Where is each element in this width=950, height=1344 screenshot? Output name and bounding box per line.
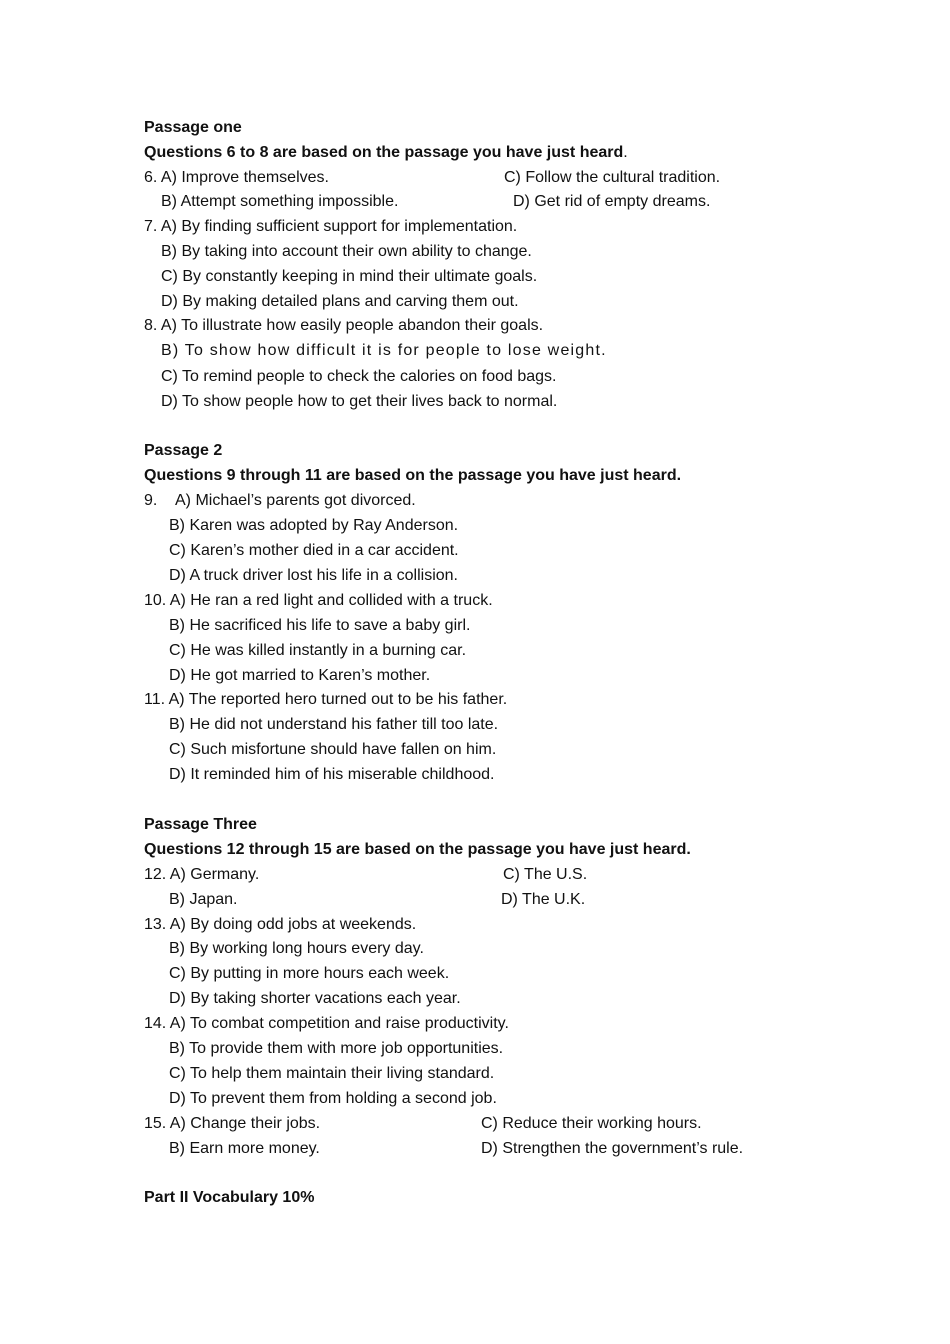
q12-option-c: C) The U.S. (503, 866, 588, 883)
q11-option-b: B) He did not understand his father till too late. (169, 716, 499, 733)
passage-three-instruction: Questions 12 through 15 are based on the passage you have just heard. (144, 841, 691, 858)
q11-option-a: 11. A) The reported hero turned out to be his father. (144, 691, 508, 708)
q6-option-b: B) Attempt something impossible. (161, 193, 399, 210)
q10-option-b: B) He sacrificed his life to save a baby girl. (169, 617, 471, 634)
q12-option-b: B) Japan. (169, 891, 238, 908)
q9-option-d: D) A truck driver lost his life in a collision. (169, 567, 458, 584)
passage-two-instruction: Questions 9 through 11 are based on the passage you have just heard. (144, 467, 682, 484)
q13-option-a: 13. A) By doing odd jobs at weekends. (144, 916, 417, 933)
q13-option-c: C) By putting in more hours each week. (169, 965, 450, 982)
part-two-heading: Part II Vocabulary 10% (144, 1189, 315, 1206)
q11-option-d: D) It reminded him of his miserable childhood. (169, 766, 495, 783)
q6-option-d: D) Get rid of empty dreams. (513, 193, 711, 210)
q13-option-d: D) By taking shorter vacations each year. (169, 990, 461, 1007)
q12-option-d: D) The U.K. (501, 891, 586, 908)
q14-option-b: B) To provide them with more job opportunities. (169, 1040, 504, 1057)
q14-option-a: 14. A) To combat competition and raise productivity. (144, 1015, 509, 1032)
passage-one-heading: Passage one (144, 119, 242, 136)
q8-option-c: C) To remind people to check the calories on food bags. (161, 368, 557, 385)
q7-option-d: D) By making detailed plans and carving them out. (161, 293, 519, 310)
q9-number: 9. (144, 492, 158, 509)
q9-option-b: B) Karen was adopted by Ray Anderson. (169, 517, 459, 534)
q7-option-c: C) By constantly keeping in mind their ultimate goals. (161, 268, 538, 285)
q8-option-a: 8. A) To illustrate how easily people abandon their goals. (144, 317, 544, 334)
passage-three-heading: Passage Three (144, 816, 257, 833)
q15-option-d: D) Strengthen the government’s rule. (481, 1140, 744, 1157)
passage-one-instruction-period: . (623, 144, 628, 161)
q7-option-b: B) By taking into account their own ability to change. (161, 243, 532, 260)
q8-option-b: B) To show how difficult it is for people to lose weight. (161, 342, 607, 359)
q15-option-b: B) Earn more money. (169, 1140, 320, 1157)
passage-one-instruction-text: Questions 6 to 8 are based on the passage you have just heard (144, 144, 624, 161)
q15-option-a: 15. A) Change their jobs. (144, 1115, 321, 1132)
q8-option-d: D) To show people how to get their lives back to normal. (161, 393, 558, 410)
q14-option-d: D) To prevent them from holding a second job. (169, 1090, 497, 1107)
q12-option-a: 12. A) Germany. (144, 866, 260, 883)
q11-option-c: C) Such misfortune should have fallen on him. (169, 741, 497, 758)
q7-option-a: 7. A) By finding sufficient support for implementation. (144, 218, 518, 235)
q10-option-a: 10. A) He ran a red light and collided with a truck. (144, 592, 493, 609)
q9-option-c: C) Karen’s mother died in a car accident. (169, 542, 459, 559)
q15-option-c: C) Reduce their working hours. (481, 1115, 702, 1132)
q9-option-a: A) Michael’s parents got divorced. (175, 492, 416, 509)
q10-option-c: C) He was killed instantly in a burning car. (169, 642, 467, 659)
q10-option-d: D) He got married to Karen’s mother. (169, 667, 431, 684)
q14-option-c: C) To help them maintain their living standard. (169, 1065, 495, 1082)
passage-one-instruction (144, 143, 628, 163)
q6-option-c: C) Follow the cultural tradition. (504, 169, 721, 186)
q6-option-a: 6. A) Improve themselves. (144, 169, 329, 186)
q13-option-b: B) By working long hours every day. (169, 940, 424, 957)
passage-two-heading: Passage 2 (144, 442, 223, 459)
